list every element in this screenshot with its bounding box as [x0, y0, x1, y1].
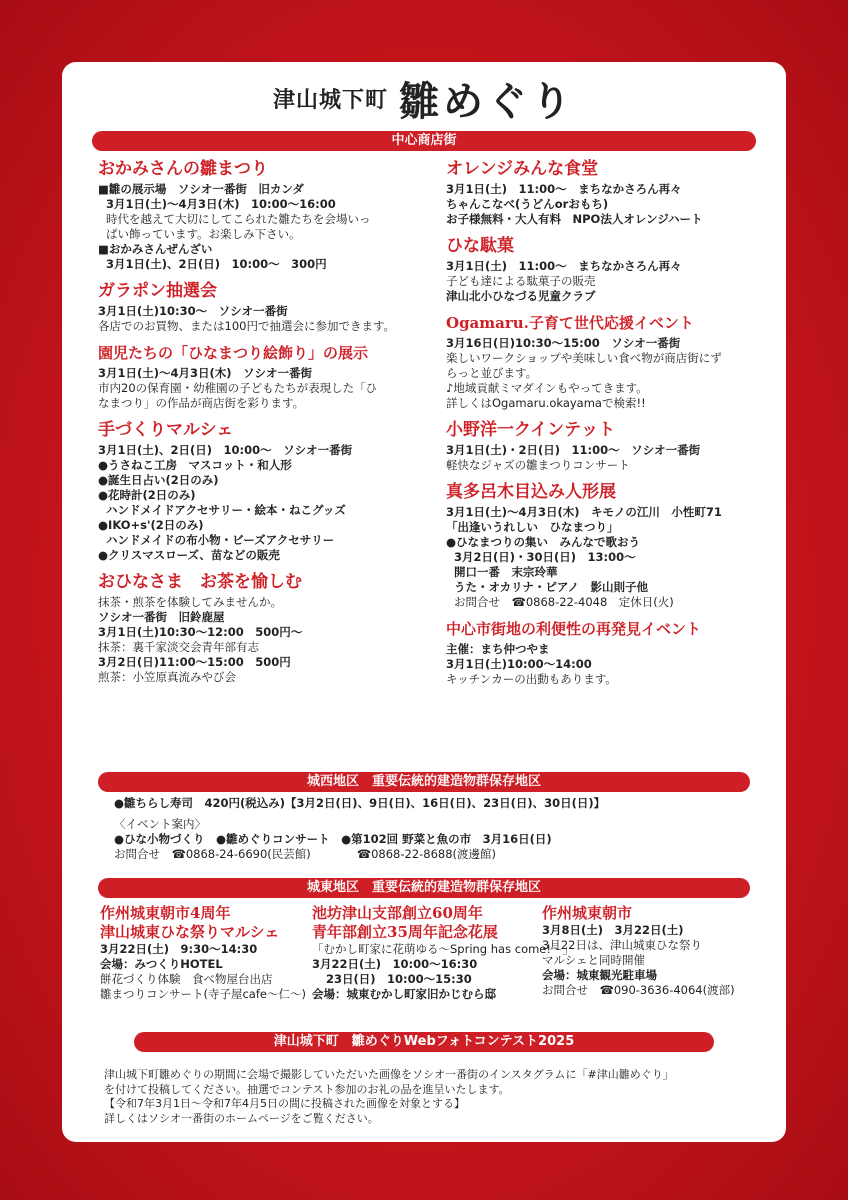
event-line: ●IKO+s'(2日のみ)	[98, 518, 204, 532]
event-line: ハンドメイドアクセサリー・絵本・ねこグッズ	[106, 503, 346, 517]
east-heading: 青年部創立35周年記念花展	[312, 923, 498, 941]
event-line: 3月1日(土) 11:00～ まちなかさろん再々	[446, 182, 682, 196]
photo-contest-text	[104, 1068, 744, 1126]
east-heading: 作州城東朝市	[542, 904, 633, 922]
event-line: 煎茶：小笠原真流みやび会	[98, 670, 236, 684]
event-line: らっと並びます。	[446, 366, 538, 380]
event-line: なまつり」の作品が商店街を彩ります。	[98, 396, 305, 410]
photo-line: 詳しくはソシオ一番街のホームページをご覧ください。	[104, 1111, 379, 1125]
event-heading: おひなさま お茶を愉しむ	[98, 572, 302, 592]
spacer	[98, 272, 428, 280]
event-line: 抹茶・煎茶を体験してみませんか。	[98, 595, 282, 609]
event-heading: 中心市街地の利便性の再発見イベント	[446, 620, 702, 638]
east-heading: 作州城東朝市4周年	[100, 904, 231, 922]
event-line: ハンドメイドの布小物・ビーズアクセサリー	[106, 533, 335, 547]
event-line: ●誕生日占い(2日のみ)	[98, 473, 219, 487]
event-line: 津山北小ひなづる児童クラブ	[446, 289, 596, 303]
spacer	[446, 304, 766, 312]
event-line: お問合せ ☎0868-22-4048 定休日(火)	[454, 595, 674, 609]
east-item	[542, 904, 782, 998]
event-line: ■おかみさんぜんざい	[98, 242, 213, 256]
spacer	[98, 334, 428, 342]
event-block	[98, 158, 428, 272]
event-line: 雛まつりコンサート(寺子屋cafe～仁～)	[100, 987, 306, 1001]
event-line: 3月22日(土) 10:00～16:30	[312, 957, 478, 971]
band-center: 中心商店街	[92, 131, 756, 151]
event-line: お問合せ ☎090-3636-4064(渡部)	[542, 983, 735, 997]
event-line: 「むかし町家に花萌ゆる～Spring has come!～」	[312, 942, 574, 956]
event-line: 3月1日(土)10:00～14:00	[446, 657, 592, 671]
spacer	[98, 411, 428, 419]
event-line: キッチンカーの出動もあります。	[446, 672, 617, 686]
event-line: 「出逢いうれしい ひなまつり」	[446, 520, 619, 534]
event-line: 3月1日(土)～4月3日(木) ソシオ一番街	[98, 366, 313, 380]
event-line: 主催：まち仲つやま	[446, 642, 550, 656]
event-line: 市内20の保育園・幼稚園の子どもたちが表現した「ひ	[98, 381, 378, 395]
event-line: ぱい飾っています。お楽しみ下さい。	[106, 227, 301, 241]
event-line: ちゃんこなべ(うどんorおもち)	[446, 197, 609, 211]
east-heading: 池坊津山支部創立60周年	[312, 904, 483, 922]
east-item	[100, 904, 320, 1002]
event-line: 3月22日(土) 9:30～14:30	[100, 942, 258, 956]
spacer	[446, 473, 766, 481]
event-line: 3月1日(土)10:30～12:00 500円～	[98, 625, 303, 639]
event-heading: 手づくりマルシェ	[98, 420, 234, 440]
event-line: 3月1日(土)10:30～ ソシオ一番街	[98, 304, 288, 318]
event-line: 子ども達による駄菓子の販売	[446, 274, 596, 288]
event-line: ●花時計(2日のみ)	[98, 488, 196, 502]
event-heading: オレンジみんな食堂	[446, 159, 599, 179]
event-line: 各店でのお買物、または100円で抽選会に参加できます。	[98, 319, 396, 333]
band-photo: 津山城下町 雛めぐりWebフォトコンテスト2025	[134, 1032, 714, 1052]
event-block	[446, 481, 766, 610]
east-heading: 津山城東ひな祭りマルシェ	[100, 923, 280, 941]
photo-line: 津山城下町雛めぐりの期間に会場で撮影していただいた画像をソシオ一番街のインスタグラムに「#津山雛めぐり」	[104, 1068, 674, 1081]
event-line: 詳しくはOgamaru.okayamaで検索!!	[446, 396, 646, 410]
event-heading: 真多呂木目込み人形展	[446, 482, 616, 502]
event-block	[446, 618, 766, 687]
event-line: 3月2日(日)11:00～15:00 500円	[98, 655, 291, 669]
photo-line: 【令和7年3月1日～令和7年4月5日の間に投稿された画像を対象とする】	[104, 1097, 465, 1110]
west-line: 〈イベント案内〉	[114, 817, 206, 831]
spacer	[98, 563, 428, 571]
event-line: ●ひなまつりの集い みんなで歌おう	[446, 535, 641, 549]
event-heading: ガラポン抽選会	[98, 281, 217, 301]
event-block	[446, 158, 766, 227]
west-line: ●ひな小物づくり ●雛めぐりコンサート ●第102回 野菜と魚の市 3月16日(日)	[114, 832, 552, 846]
event-line: 3月1日(土)、2日(日) 10:00～ ソシオ一番街	[98, 443, 353, 457]
event-line: 3月1日(土)～4月3日(木) 10:00～16:00	[106, 197, 336, 211]
west-line: ●雛ちらし寿司 420円(税込み)【3月2日(日)、9日(日)、16日(日)、23日(日)、30日(日)】	[114, 796, 606, 810]
event-heading: おかみさんの雛まつり	[98, 159, 268, 179]
event-heading: Ogamaru.子育て世代応援イベント	[446, 314, 694, 332]
event-block	[98, 571, 428, 685]
event-line: お子様無料・大人有料 NPO法人オレンジハート	[446, 212, 703, 226]
event-line: 3月22日は、津山城東ひな祭り	[542, 938, 702, 952]
event-block	[98, 342, 428, 411]
spacer	[446, 411, 766, 419]
event-heading: 園児たちの「ひなまつり絵飾り」の展示	[98, 344, 369, 362]
event-line: 3月16日(日)10:30～15:00 ソシオ一番街	[446, 336, 681, 350]
event-line: 抹茶：裏千家淡交会青年部有志	[98, 640, 259, 654]
event-line: 3月2日(日)・30日(日) 13:00～	[454, 550, 636, 564]
flyer	[62, 62, 786, 1142]
event-line: 3月8日(土) 3月22日(土)	[542, 923, 684, 937]
event-block	[446, 419, 766, 473]
event-line: マルシェと同時開催	[542, 953, 645, 967]
event-line: 23日(日) 10:00～15:30	[326, 972, 472, 986]
event-heading: ひな駄菓	[446, 236, 514, 256]
event-line: うた・オカリナ・ピアノ 影山則子他	[454, 580, 649, 594]
event-block	[446, 235, 766, 304]
event-line: 会場：城東むかし町家旧かじむら邸	[312, 987, 496, 1001]
event-line: 時代を越えて大切にしてこられた雛たちを会場いっ	[106, 212, 371, 226]
event-line: ●クリスマスローズ、苗などの販売	[98, 548, 280, 562]
event-block	[98, 280, 428, 334]
event-line: 開口一番 末宗玲華	[454, 565, 558, 579]
event-block	[446, 312, 766, 411]
band-west: 城西地区 重要伝統的建造物群保存地区	[98, 772, 750, 792]
event-line: ♪地域貢献ミマダインもやってきます。	[446, 381, 648, 395]
event-line: ●うさねこ工房 マスコット・和人形	[98, 458, 292, 472]
west-section	[114, 796, 754, 862]
event-line: 3月1日(土) 11:00～ まちなかさろん再々	[446, 259, 682, 273]
left-column	[98, 158, 428, 685]
event-line: 軽快なジャズの雛まつりコンサート	[446, 458, 630, 472]
event-line: ■雛の展示場 ソシオ一番街 旧カンダ	[98, 182, 304, 196]
event-block	[98, 419, 428, 563]
page-title	[62, 70, 786, 127]
east-item	[312, 904, 574, 1002]
event-heading: 小野洋一クインテット	[446, 420, 616, 440]
spacer	[446, 610, 766, 618]
event-line: 会場：城東観光駐車場	[542, 968, 657, 982]
event-line: 会場：みつくりHOTEL	[100, 957, 223, 971]
title-big: 雛めぐり	[399, 78, 576, 125]
event-line: 3月1日(土)、2日(日) 10:00～ 300円	[106, 257, 327, 271]
band-east: 城東地区 重要伝統的建造物群保存地区	[98, 878, 750, 898]
event-line: ソシオ一番街 旧鈴鹿屋	[98, 610, 225, 624]
event-line: 餅花づくり体験 食べ物屋台出店	[100, 972, 273, 986]
event-line: 3月1日(土)～4月3日(木) キモノの江川 小性町71	[446, 505, 722, 519]
event-line: 楽しいワークショップや美味しい食べ物が商店街にず	[446, 351, 722, 365]
spacer	[446, 227, 766, 235]
event-line: 3月1日(土)・2日(日) 11:00～ ソシオ一番街	[446, 443, 701, 457]
photo-line: を付けて投稿してください。抽選でコンテスト参加のお礼の品を進呈いたします。	[104, 1082, 510, 1096]
west-line: お問合せ ☎0868-24-6690(民芸館) ☎0868-22-8688(渡邊館)	[114, 847, 497, 861]
right-column	[446, 158, 766, 687]
title-small: 津山城下町	[272, 87, 388, 113]
